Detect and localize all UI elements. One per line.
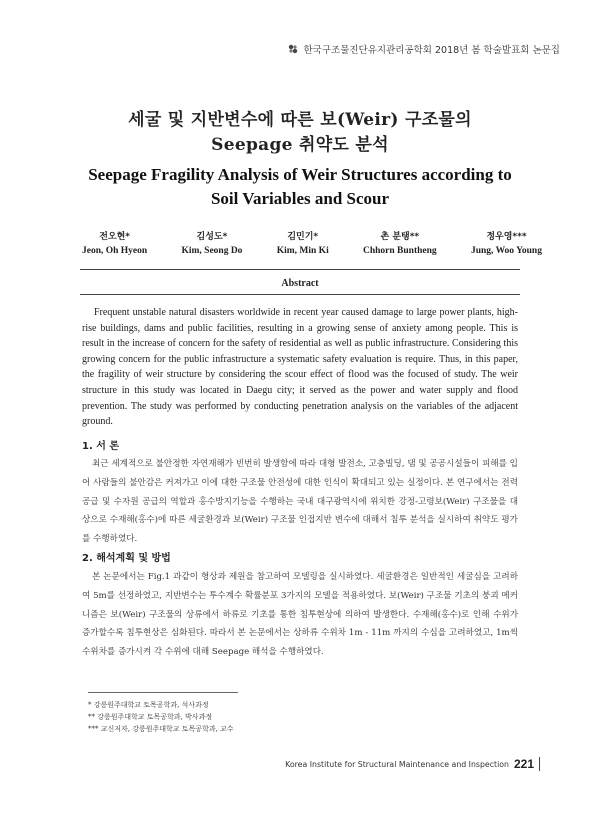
abstract-top-divider: [80, 269, 520, 270]
title-korean-line-2: Seepage 취약도 분석: [211, 135, 389, 155]
author-name-english: Chhorn Buntheng: [363, 246, 437, 256]
section-heading-method: 2. 해석계획 및 방법: [82, 553, 171, 564]
title-english-line-2: Soil Variables and Scour: [210, 189, 390, 208]
author-name-korean: 김성도*: [196, 232, 228, 242]
footer-divider: [539, 757, 540, 771]
author-name-korean: 김민기*: [287, 232, 319, 242]
title-korean-line-1: 세굴 및 지반변수에 따른 보(Weir) 구조물의: [128, 110, 472, 130]
header-text: 한국구조물진단유지관리공학회 2018년 봄 학술발표회 논문집: [303, 45, 560, 56]
author-name-korean: 촌 분탱**: [380, 232, 420, 242]
title-korean: [0, 108, 600, 158]
author: [471, 230, 542, 258]
title-english: [0, 163, 600, 211]
author-name-korean: 정우영***: [486, 232, 527, 242]
author: [181, 230, 242, 258]
footnote-divider: [88, 692, 238, 693]
footnote: ** 강릉원주대학교 토목공학과, 박사과정: [88, 713, 213, 721]
author: [82, 230, 147, 258]
title-english-line-1: Seepage Fragility Analysis of Weir Structures according to: [88, 165, 512, 184]
author-name-english: Jung, Woo Young: [470, 246, 542, 256]
section-heading-introduction: 1. 서 론: [82, 441, 120, 452]
section-body-method: 본 논문에서는 Fig.1 과같이 형상과 제원을 참고하여 모델링을 실시하였다. 세굴환경은 일반적인 세굴심을 고려하여 5m를 선정하였고, 지반변수는 투수계수 확률분포 3가지의 모델을 적용하였다. 보(Weir) 구조물 기초의 붕괴 메커니즘은 보(Weir) 구조물의 상류에서 하류로 기초를 통한 침투현상에 의하여 발생한다. 수재해(홍수)로 인해 수위가 증가할수록 침투현상은 심화된다. 따라서 본 논문에서는 상하류 수위차 1m - 11m 까지의 수심을 고려하였고, 1m씩 수위차를 증가시켜 각 수위에 대해 Seepage 해석을 수행하였다.: [82, 572, 518, 658]
journal-logo-icon: [288, 44, 298, 54]
running-header: [288, 42, 560, 56]
author-name-english: Kim, Seong Do: [181, 246, 243, 256]
footnote: * 강릉원주대학교 토목공학과, 석사과정: [88, 701, 209, 709]
page-number: 221: [513, 757, 534, 771]
page-footer: [285, 757, 540, 771]
section-body-introduction: 최근 세계적으로 불안정한 자연재해가 빈번히 발생함에 따라 대형 발전소, 고층빌딩, 댐 및 공공시설들이 피해를 입어 사람들의 불안감은 커져가고 이에 대한 구조물 안전성에 대한 인식이 확대되고 있는 실정이다. 본 연구에서는 전력공급 및 수자원 공급의 역할과 홍수방지기능을 수행하는 국내 대구광역시에 위치한 강정-고령보(Weir) 구조물을 대상으로 수재해(홍수)에 따른 세굴환경과 보(Weir) 구조물 인접지반 변수에 대해서 침투 분석을 실시하여 취약도 평가를 수행하였다.: [82, 459, 518, 545]
footer-publisher: Korea Institute for Structural Maintenance and Inspection: [285, 759, 509, 769]
author: [363, 230, 437, 258]
author-name-english: Kim, Min Ki: [276, 246, 329, 256]
author-list: [82, 230, 542, 258]
author-name-korean: 전오현*: [99, 232, 130, 242]
author: [277, 230, 329, 258]
abstract-heading-divider: [80, 294, 520, 295]
footnotes: [88, 699, 234, 735]
abstract-heading: Abstract: [281, 278, 319, 289]
footnote: *** 교신저자, 강릉원주대학교 토목공학과, 교수: [88, 725, 234, 733]
abstract-body: Frequent unstable natural disasters worldwide in recent year caused damage to large power plants, high-rise buildings, dams and public facilities, resulting in a growing sense of anxiety among people. This is result in the increase of concern for the safety of residential as well as public infrastructure. Considering this growing concern for the public infrastructure a systematic safety evaluation is require. Thus, in this paper, the fragility of weir structure by considering the scour effect of flood was the focused of study. The weir structure in this study was located in Daegu city; it served as the power and water supply and flood prevention. The study was performed by conducting penetration analysis on the variables of the adjacent ground.: [82, 307, 518, 428]
author-name-english: Jeon, Oh Hyeon: [82, 246, 148, 256]
